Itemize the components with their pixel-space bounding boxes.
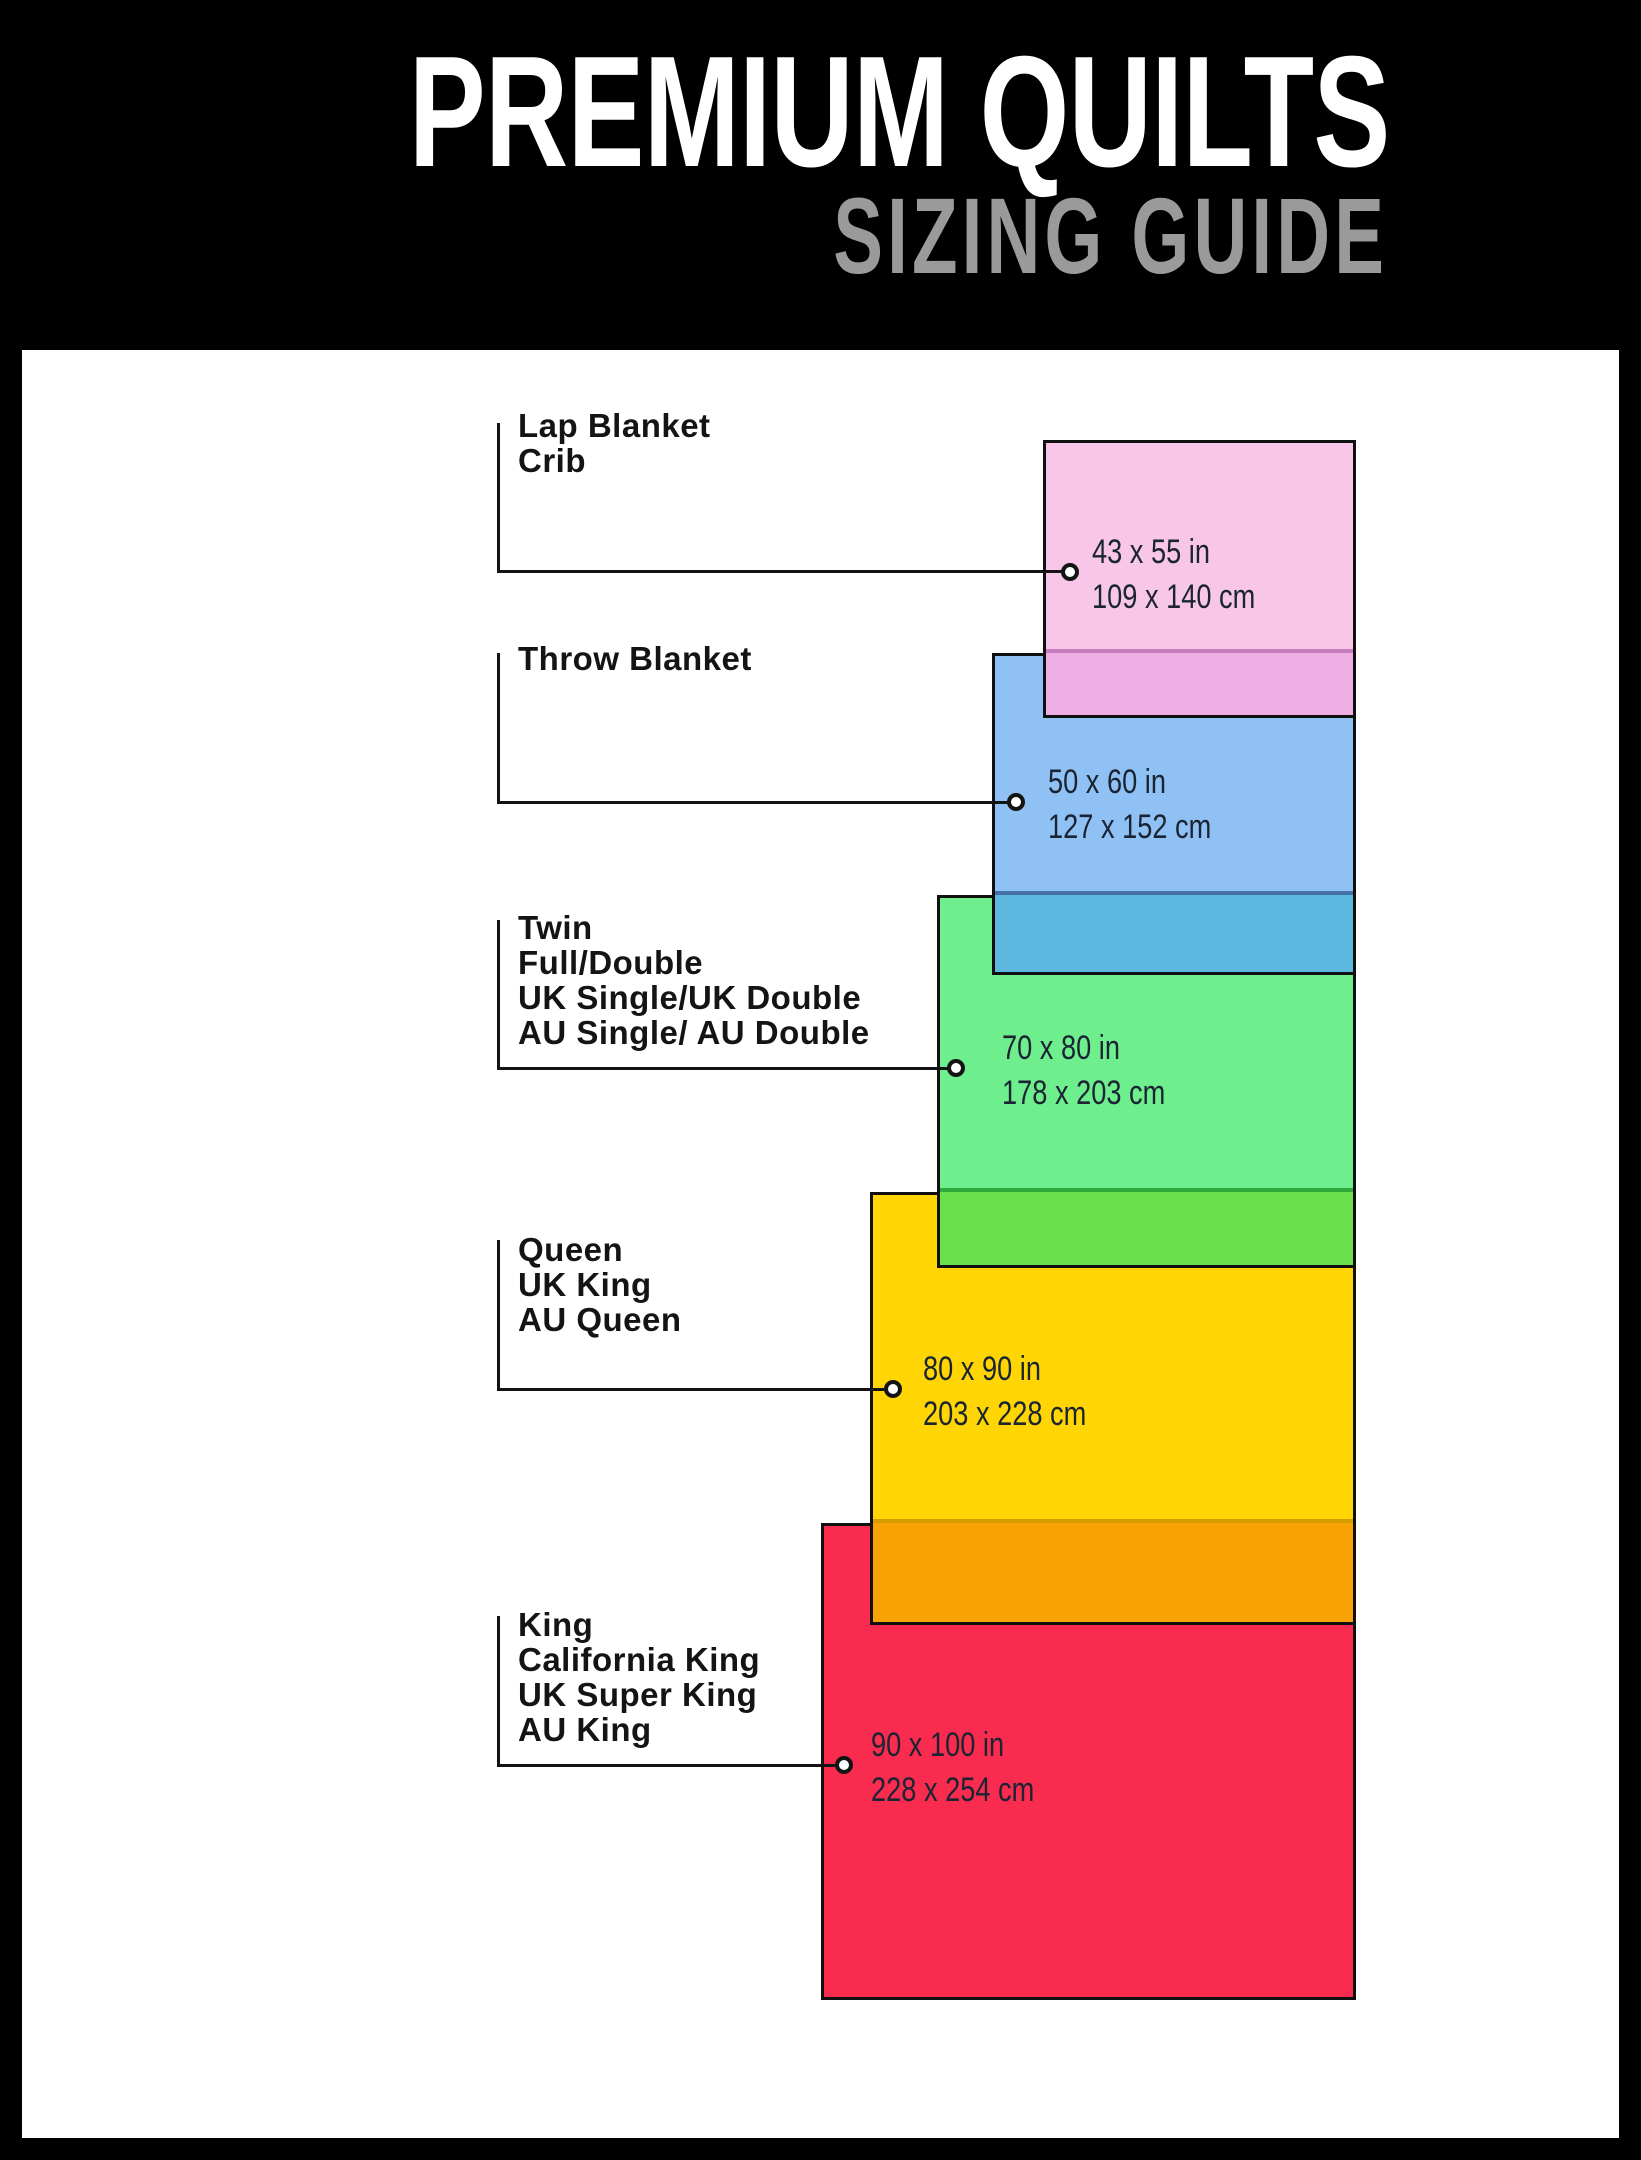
measure-centimeters: 109 x 140 cm [1092,578,1256,616]
connector-dot-throw [1007,793,1025,811]
measure-centimeters: 228 x 254 cm [871,1771,1035,1809]
connector-dot-lap [1061,563,1079,581]
measure-inches: 70 x 80 in [1002,1029,1120,1067]
size-name-line: Twin [518,909,593,946]
size-name-line: UK Single/UK Double [518,979,862,1016]
measure-centimeters: 203 x 228 cm [923,1395,1087,1433]
connector-dot-king [835,1756,853,1774]
size-name-line: King [518,1606,594,1643]
size-label-twin [518,910,870,1050]
measure-centimeters: 127 x 152 cm [1048,808,1212,846]
header-banner [0,0,1641,350]
size-measure-king [871,1723,1034,1813]
page-subtitle: SIZING GUIDE [833,175,1388,296]
connector-horizontal-throw [497,801,1016,804]
size-name-line: Queen [518,1231,624,1268]
measure-inches: 43 x 55 in [1092,533,1210,571]
connector-horizontal-twin [497,1067,956,1070]
overlap-band-twin-queen [940,1188,1353,1265]
size-name-line: AU King [518,1711,652,1748]
connector-horizontal-lap [497,570,1070,573]
connector-horizontal-queen [497,1388,893,1391]
measure-inches: 50 x 60 in [1048,763,1166,801]
size-label-throw [518,641,752,676]
size-name-line: UK King [518,1266,652,1303]
overlap-band-lap-throw [1046,649,1353,715]
size-label-queen [518,1232,682,1337]
page-title: PREMIUM QUILTS [409,24,1390,200]
measure-centimeters: 178 x 203 cm [1002,1074,1166,1112]
size-name-line: AU Queen [518,1301,682,1338]
size-name-line: Full/Double [518,944,704,981]
overlap-band-queen-king [873,1519,1353,1622]
frame-border-left [0,350,22,2160]
size-name-line: Crib [518,442,586,479]
overlap-band-throw-twin [995,891,1353,972]
size-name-line: Throw Blanket [518,640,752,677]
connector-dot-queen [884,1380,902,1398]
connector-dot-twin [947,1059,965,1077]
size-measure-throw [1048,760,1211,850]
size-name-line: UK Super King [518,1676,758,1713]
frame-border-bottom [0,2138,1641,2160]
size-name-line: Lap Blanket [518,407,711,444]
connector-vertical-twin [497,920,500,1068]
size-measure-twin [1002,1026,1165,1116]
size-name-line: AU Single/ AU Double [518,1014,870,1051]
measure-inches: 80 x 90 in [923,1350,1041,1388]
frame-border-right [1619,350,1641,2160]
size-label-king [518,1607,760,1747]
size-measure-queen [923,1347,1086,1437]
connector-horizontal-king [497,1764,844,1767]
size-label-lap-blanket [518,408,711,478]
connector-vertical-king [497,1616,500,1765]
connector-vertical-lap [497,423,500,572]
measure-inches: 90 x 100 in [871,1726,1005,1764]
size-measure-lap-blanket [1092,530,1255,620]
connector-vertical-throw [497,653,500,802]
size-name-line: California King [518,1641,761,1678]
connector-vertical-queen [497,1240,500,1389]
